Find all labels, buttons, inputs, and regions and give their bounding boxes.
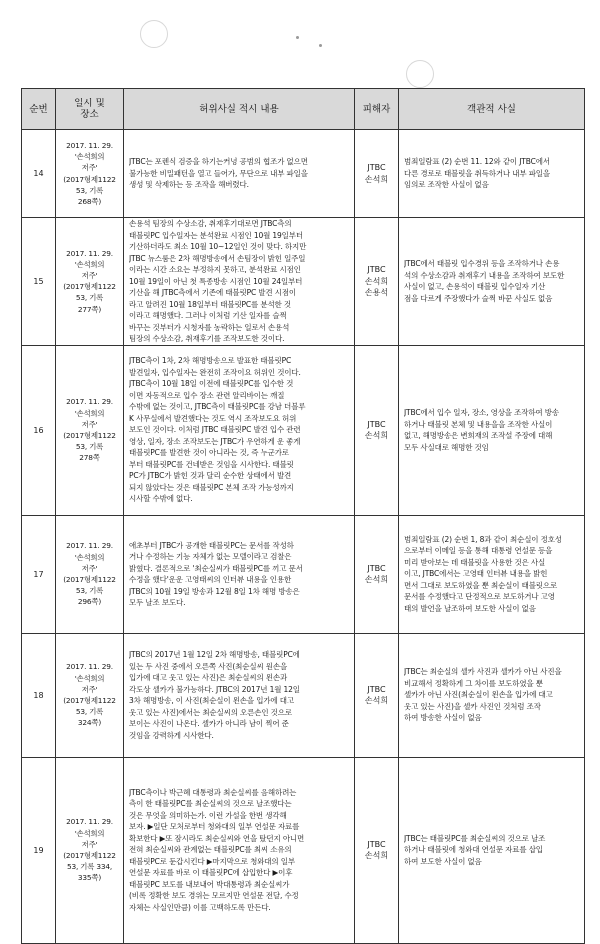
table-header-row	[22, 89, 585, 130]
row-objective-fact	[399, 345, 585, 515]
row-victim	[355, 130, 399, 218]
victim-line: JTBC	[367, 684, 386, 694]
date-line: (2017형제1122	[63, 431, 116, 440]
table-row	[22, 757, 585, 943]
row-date-place	[56, 633, 124, 757]
row-objective-fact	[399, 757, 585, 943]
truth-line: 면서 그대로 보도하였을 뿐 최순실이 태블릿으로	[404, 580, 558, 590]
date-line: 53, 기록	[75, 707, 104, 717]
header-no: 순번	[22, 89, 56, 130]
fact-line: 밝혔다. 결론적으로 '최순실씨가 태블릿PC를 끼고 문서	[129, 563, 303, 573]
fact-line: 10월 19일이 아닌 첫 특종방송 시점인 10월 24일부터	[129, 276, 303, 286]
date-line: '손석희의	[74, 152, 105, 162]
truth-line: 태의 발언을 날조하여 보도한 사실이 없음	[404, 603, 536, 613]
date-line: 저주'	[81, 271, 98, 281]
date-line: (2017형제1122	[63, 851, 116, 860]
fact-line: PC가 JTBC가 밝힌 것과 달리 순수한 상태에서 발견	[129, 471, 292, 481]
date-line: 53, 기록	[75, 293, 104, 303]
fact-line: 측이 한 태블릿PC를 최순실씨의 것으로 날조했다는	[129, 799, 292, 809]
date-line: 53, 기록	[75, 185, 104, 195]
victim-line: JTBC	[367, 839, 386, 849]
date-line: (2017형제1122	[63, 282, 116, 292]
truth-line: JTBC에서 입수 일자, 장소, 영상을 조작하여 방송	[404, 408, 559, 417]
row-number: 18	[22, 633, 56, 757]
fact-line: JTBC측이나 박근혜 대통령과 최순실씨를 음해하려는	[129, 787, 297, 797]
truth-line: 하거나 태블릿 본체 및 내용을을 조작한 사실이	[404, 419, 553, 429]
fact-line: JTBC는 포렌식 검증을 하기는커녕 공범의 협조가 없으면	[129, 157, 308, 167]
truth-line: 다른 경로로 태블릿을 취득하거나 내부 파일을	[404, 168, 550, 178]
fact-line: 애초부터 JTBC가 공개한 태블릿PC는 문서를 작성하	[129, 540, 294, 550]
truth-line: 모두 사실대로 해명한 것임	[404, 442, 489, 452]
fact-line: JTBC측이 1차, 2차 해명방송으로 발표한 태블릿PC	[129, 356, 292, 366]
victim-line: JTBC	[367, 563, 386, 573]
victim-line: 손석희	[364, 696, 389, 705]
fact-line: 연설문 자료를 바로 이 태블릿PC에 삽입한다 ▶이후	[129, 868, 293, 878]
row-date-place	[56, 218, 124, 346]
row-false-fact	[124, 218, 355, 346]
row-victim	[355, 757, 399, 943]
date-line: 53, 기록	[75, 442, 104, 452]
fact-line: 영상, 일자, 장소 조작보도는 JTBC가 우연하게 운 좋게	[129, 436, 301, 446]
table-row	[22, 515, 585, 633]
date-line: 2017. 11. 29.	[66, 662, 113, 672]
truth-line: 사실이 없고, 손용석이 태블릿 입수일자 기산	[404, 282, 546, 292]
fact-line: 발견일자, 입수일자는 완전히 조작이요 허위인 것이다.	[129, 367, 301, 377]
fact-line: 태블릿PC를 발견한 것이 아니라는 것, 즉 누군가로	[129, 448, 289, 458]
fact-line: 이면 자동적으로 입수 장소 관련 알리바이는 깨질	[129, 390, 285, 400]
fact-line: 전혀 최순실씨와 관계없는 태블릿PC를 최씨 소유의	[129, 845, 292, 855]
row-date-place	[56, 130, 124, 218]
fact-line: 팀장의 수상소감, 취재후기를 조작보도한 것이다.	[129, 334, 285, 343]
fact-line: 태블릿PC로 둔갑시킨다 ▶마지막으로 청와대의 일부	[129, 856, 295, 866]
table-row	[22, 130, 585, 218]
fact-line: 보자. ▶일단 모처로부터 청와대의 일부 연설문 자료를	[129, 822, 300, 832]
date-line: 저주'	[81, 563, 98, 573]
date-line: 268쪽)	[77, 196, 102, 206]
fact-line: 되지 않았다는 것은 태블릿PC 본체 조작 가능성까지	[129, 482, 294, 492]
row-date-place	[56, 515, 124, 633]
victim-line: JTBC	[367, 419, 386, 429]
header-date-place-line2: 장소	[80, 109, 99, 120]
fact-line: 자체는 사실인만큼) 이를 고백하도록 만든다.	[129, 902, 271, 912]
date-line: 53, 기록	[75, 586, 104, 596]
fact-line: 수밖에 없는 것이고, JTBC측이 태블릿PC를 강남 더블루	[129, 402, 306, 412]
truth-line: 셀카가 아닌 사진(최순실이 왼손을 입가에 대고	[404, 690, 553, 700]
fact-line: 보이는 사진이 나온다. 셀카가 아니라 남이 찍어 준	[129, 719, 289, 728]
victim-line: 손용석	[364, 288, 389, 297]
date-line: 2017. 11. 29.	[66, 248, 113, 258]
punch-hole-left	[140, 20, 168, 48]
scan-speck	[319, 44, 322, 47]
date-line: 324쪽)	[77, 718, 102, 728]
row-number: 14	[22, 130, 56, 218]
fact-line: JTBC 뉴스룸은 2차 해명방송에서 손팀장이 밝힌 일주일	[129, 253, 306, 263]
fact-line: JTBC측이 10월 18일 이전에 태블릿PC를 입수한 것	[129, 379, 294, 389]
row-victim	[355, 218, 399, 346]
date-line: 53, 기록 334,	[67, 862, 112, 872]
fact-line: 것임을 강력하게 시사한다.	[129, 730, 214, 740]
header-objective-fact: 객관적 사실	[399, 89, 585, 130]
row-date-place	[56, 345, 124, 515]
date-line: (2017형제1122	[63, 174, 116, 184]
table-row	[22, 218, 585, 346]
row-false-fact	[124, 757, 355, 943]
date-line: 2017. 11. 29.	[66, 397, 113, 407]
row-false-fact	[124, 633, 355, 757]
row-victim	[355, 345, 399, 515]
row-objective-fact	[399, 515, 585, 633]
date-line: (2017형제1122	[63, 575, 116, 584]
fact-line: JTBC의 10월 19일 방송과 12월 8일 1차 해명 방송은	[129, 586, 300, 596]
row-objective-fact	[399, 218, 585, 346]
fact-line: JTBC의 2017년 1월 12일 2차 해명방송, 태블릿PC에	[129, 650, 300, 659]
fact-line: K 사무실에서 발견했다는 것도 역시 조작보도요 허위	[129, 413, 297, 423]
victim-line: JTBC	[367, 265, 386, 274]
truth-line: 문서를 수정했다고 단정적으로 보도하거나 고영	[404, 592, 555, 602]
header-victim: 피해자	[355, 89, 399, 130]
victim-line: JTBC	[367, 163, 386, 172]
victim-line: 손석희	[364, 276, 389, 286]
row-objective-fact	[399, 130, 585, 218]
header-date-place-line1: 일시 및	[74, 98, 105, 109]
truth-line: 석의 수상소감과 취재후기 내용을 조작하여 보도한	[404, 270, 565, 280]
truth-line: JTBC에서 태블릿 입수경위 등을 조작하거나 손용	[404, 259, 560, 269]
fact-line: 기산을 해 JTBC측에서 기존에 태블릿PC 발견 시점이	[129, 288, 297, 297]
fact-line: 부터 태블릿PC를 건네받은 것임을 시사한다. 태블릿	[129, 459, 294, 469]
date-line: '손석희의	[74, 673, 105, 683]
row-false-fact	[124, 515, 355, 633]
fact-line: 각도상 셀카가 불가능하다. JTBC의 2017년 1월 12일	[129, 684, 300, 694]
truth-line: 하여 보도한 사실이 없음	[404, 856, 482, 866]
date-line: 저주'	[81, 684, 98, 694]
date-line: '손석희의	[74, 828, 105, 838]
fact-line: 있는 두 사진 중에서 오른쪽 사진(최순실씨 원손을	[129, 661, 288, 671]
victim-line: 손석희	[364, 431, 389, 440]
truth-line: 하여 방송한 사실이 없음	[404, 713, 482, 723]
row-number: 16	[22, 345, 56, 515]
date-line: 저주'	[81, 839, 98, 849]
date-line: '손석희의	[74, 408, 105, 418]
truth-line: 점을 다르게 주장했다가 슬쩍 바꾼 사실도 없음	[404, 293, 553, 303]
date-line: 저주'	[81, 163, 98, 173]
truth-line: 비교해서 정확하게 그 차이를 보도하였을 뿐	[404, 678, 543, 688]
date-line: 2017. 11. 29.	[66, 541, 113, 551]
fact-line: (비록 정확한 보도 경위는 모르지만 연설문 전달, 수정	[129, 891, 299, 901]
row-number: 15	[22, 218, 56, 346]
fact-line: 기산하더라도 최소 10월 10~12일인 것이 맞다. 하지만	[129, 242, 307, 251]
fact-line: 확보한다 ▶또 잠시라도 최순실씨와 연을 탔던지 아니면	[129, 833, 305, 843]
date-line: 2017. 11. 29.	[66, 140, 113, 150]
fact-line: 태블릿PC 입수일자는 분석완료 시점인 10월 19일부터	[129, 230, 303, 240]
truth-line: 범죄일람표 (2) 순번 1, 8과 같이 최순실이 정호성	[404, 534, 562, 544]
truth-line: JTBC는 최순실의 셀카 사진과 셀카가 아닌 사진을	[404, 667, 562, 677]
victim-line: 손석희	[364, 851, 389, 860]
fact-line: 바꾸는 것부터가 시청자를 농락하는 일로서 손용석	[129, 322, 290, 332]
date-line: 저주'	[81, 419, 98, 429]
fact-line: 입가에 대고 웃고 있는 사진)은 최순실씨의 왼손과	[129, 673, 288, 682]
fact-line: 웃고 있는 사진)에서는 최순실씨의 오른손인 것으로	[129, 707, 292, 717]
fact-line: 생성 및 삭제하는 등 조작을 해버렸다.	[129, 180, 249, 190]
fact-line: 수정을 했다'운운 고영태씨의 인터뷰 내용을 인용한	[129, 575, 292, 584]
victim-line: 손석희	[364, 575, 389, 584]
fact-line: 손용석 팀장의 수상소감, 취재후기대로면 JTBC측의	[129, 219, 292, 228]
header-date-place	[56, 89, 124, 130]
fact-line: 태블릿PC 보도를 내보내어 박대통령과 최순실씨가	[129, 879, 290, 889]
date-line: 277쪽)	[77, 304, 102, 314]
row-number: 19	[22, 757, 56, 943]
table-row	[22, 633, 585, 757]
header-false-fact: 허위사실 적시 내용	[124, 89, 355, 130]
fact-line: 라고 알려진 10월 18일부터 태블릿PC를 분석한 것	[129, 299, 291, 309]
fact-line: 3차 해명방송, 이 사진(최순실이 왼손을 입가에 대고	[129, 696, 294, 705]
truth-line: 없고, 해명방송은 변희재의 조작설 주장에 대해	[404, 431, 553, 440]
date-line: 335쪽)	[77, 873, 102, 883]
date-line: (2017형제1122	[63, 696, 116, 705]
false-fact-table	[21, 88, 585, 944]
date-line: '손석희의	[74, 259, 105, 269]
truth-line: 하거나 태블릿에 청와대 연설문 자료를 삽입	[404, 845, 543, 855]
fact-line: 불가능한 비밀패턴을 열고 들어가, 무단으로 내부 파일을	[129, 168, 308, 178]
table-row	[22, 345, 585, 515]
fact-line: 보도인 것이다. 이처럼 JTBC 태블릿PC 발견 입수 관련	[129, 425, 301, 435]
punch-hole-right	[406, 60, 434, 88]
fact-line: 것은 무엇을 의미하는가. 이런 가설을 한번 생각해	[129, 810, 287, 820]
date-line: 2017. 11. 29.	[66, 817, 113, 827]
fact-line: 이라고 해명했다. 그러나 이처럼 기산 일자를 슬쩍	[129, 311, 287, 320]
fact-line: 시사할 수밖에 없다.	[129, 494, 193, 504]
truth-line: 웃고 있는 사진)을 셀카 사진인 것처럼 조작	[404, 701, 541, 711]
row-date-place	[56, 757, 124, 943]
scan-speck	[296, 36, 299, 39]
date-line: 296쪽)	[77, 597, 102, 607]
truth-line: 범죄일람표 (2) 순번 11. 12와 같이 JTBC에서	[404, 157, 550, 167]
truth-line: 임의로 조작한 사실이 없음	[404, 180, 489, 190]
row-victim	[355, 515, 399, 633]
truth-line: 미리 받아보는 데 태블릿을 사용한 것은 사실	[404, 557, 546, 567]
date-line: '손석희의	[74, 552, 105, 562]
date-line: 278쪽	[79, 453, 100, 463]
fact-line: 이라는 시간 소요는 부정하지 못하고, 분석완료 시점인	[129, 265, 301, 274]
truth-line: 으로부터 이메일 등을 통해 대통령 연설문 등을	[404, 546, 553, 556]
fact-line: 모두 날조 보도다.	[129, 598, 186, 607]
row-false-fact	[124, 130, 355, 218]
fact-line: 거나 수정하는 기능 자체가 없는 모델이라고 검찰은	[129, 552, 292, 561]
truth-line: 이고, JTBC에서는 고영태 인터뷰 내용을 밝힌	[404, 569, 548, 579]
row-false-fact	[124, 345, 355, 515]
truth-line: JTBC는 태블릿PC를 최순실씨의 것으로 날조	[404, 833, 546, 843]
row-objective-fact	[399, 633, 585, 757]
row-number: 17	[22, 515, 56, 633]
victim-line: 손석희	[364, 174, 389, 184]
row-victim	[355, 633, 399, 757]
